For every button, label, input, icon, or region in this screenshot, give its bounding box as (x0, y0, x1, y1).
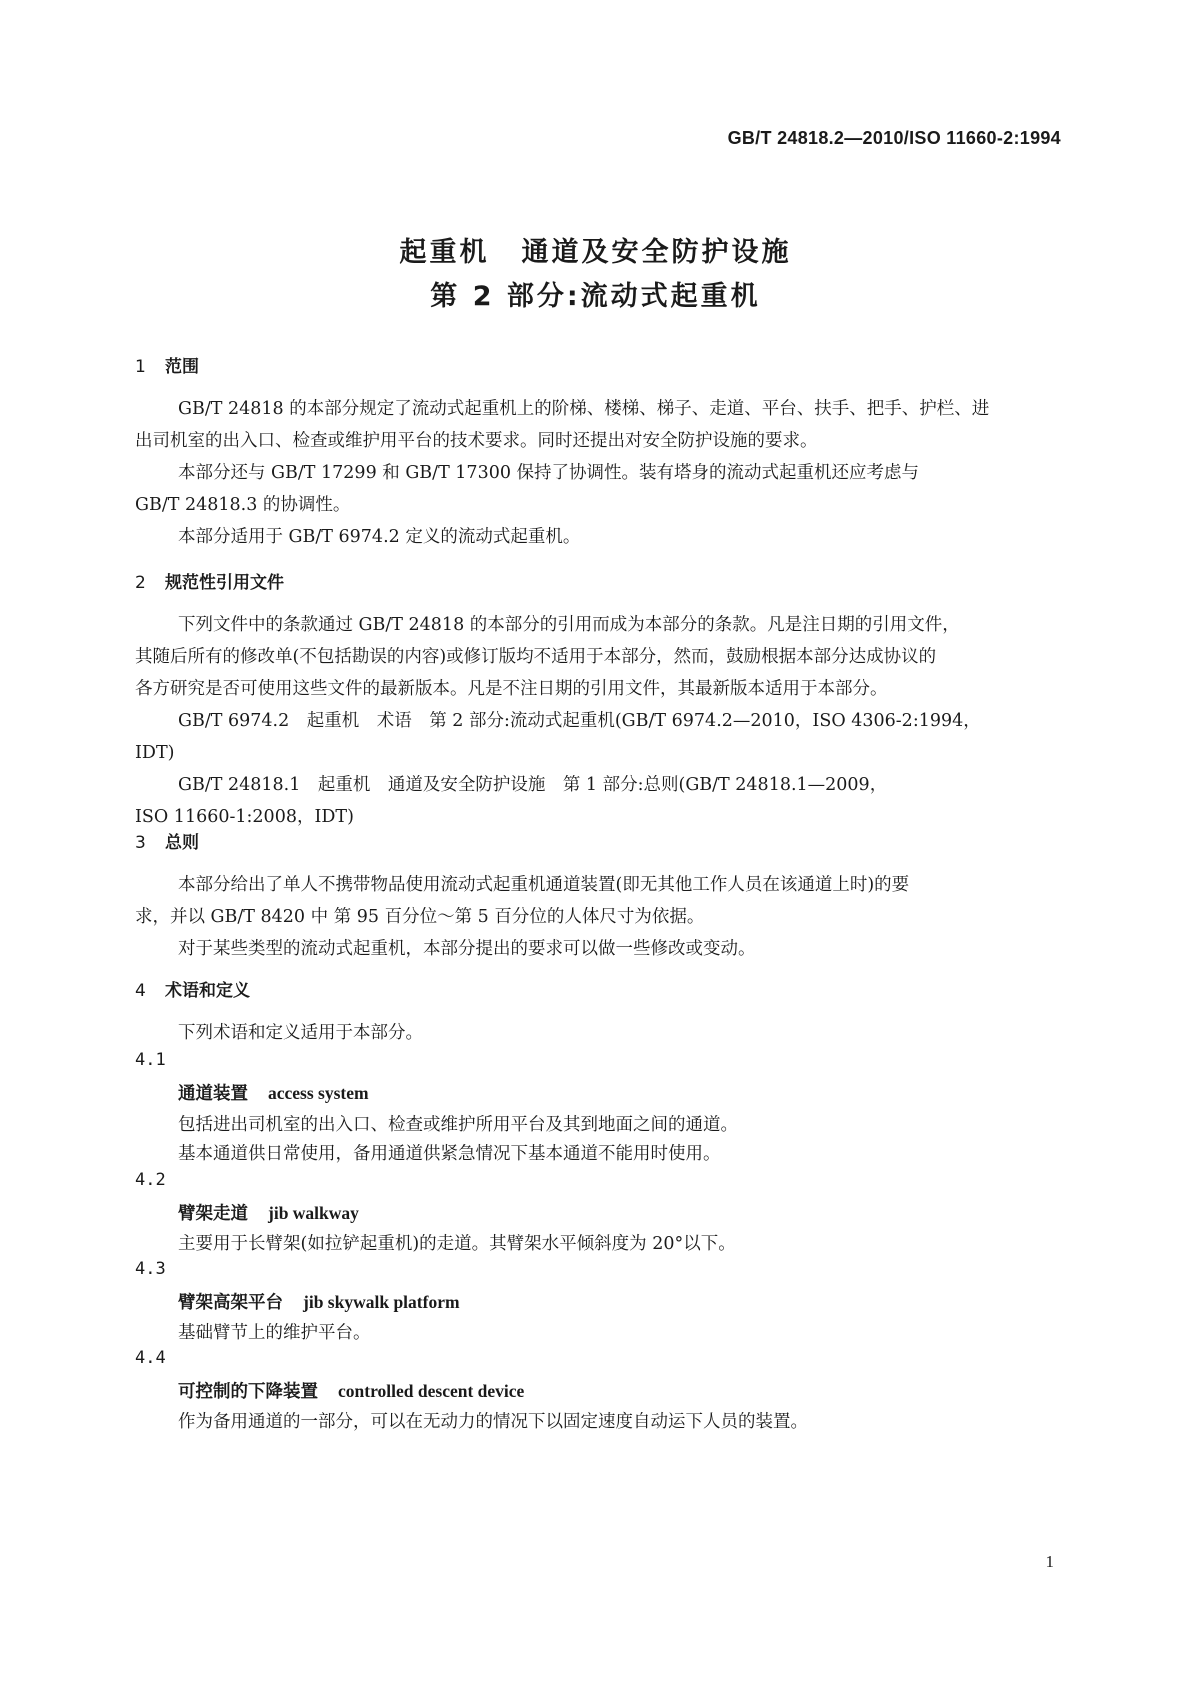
term-definition: 基本通道供日常使用，备用通道供紧急情况下基本通道不能用时使用。 (178, 1144, 721, 1164)
section-title: 规范性引用文件 (165, 573, 284, 593)
section-heading-terms (135, 976, 250, 1001)
term-definition: 主要用于长臂架(如拉铲起重机)的走道。其臂架水平倾斜度为 20°以下。 (178, 1234, 736, 1254)
term-definition: 基础臂节上的维护平台。 (178, 1323, 371, 1343)
clause-number: 4.1 (135, 1050, 166, 1070)
term-definition: 作为备用通道的一部分，可以在无动力的情况下以固定速度自动运下人员的装置。 (178, 1412, 808, 1432)
paragraph-line: IDT) (135, 743, 175, 763)
section-number: 1 (135, 357, 146, 377)
section-title: 范围 (165, 357, 199, 377)
paragraph-line: 本部分还与 GB/T 17299 和 GB/T 17300 保持了协调性。装有塔身的流动式起重机还应考虑与 (178, 463, 920, 483)
page-subtitle: 第 2 部分:流动式起重机 (430, 281, 761, 312)
scope-paragraph-1 (135, 393, 1059, 457)
title-part-1: 起重机 (399, 237, 490, 268)
section-heading-normative-references (135, 568, 284, 593)
paragraph-line: 下列文件中的条款通过 GB/T 24818 的本部分的引用而成为本部分的条款。凡是注日期的引用文件， (178, 615, 960, 635)
paragraph-line: 各方研究是否可使用这些文件的最新版本。凡是不注日期的引用文件，其最新版本适用于本部分。 (135, 679, 888, 699)
paragraph-line: GB/T 6974.2 起重机 术语 第 2 部分:流动式起重机(GB/T 6974.2—2010，ISO 4306-2:1994， (178, 711, 981, 731)
section-number: 3 (135, 833, 146, 853)
section-title: 总则 (165, 833, 199, 853)
clause-number: 4.3 (135, 1259, 166, 1279)
paragraph-line: GB/T 24818.3 的协调性。 (135, 495, 351, 515)
general-paragraph-1 (135, 869, 1059, 933)
reference-item-1 (135, 705, 1059, 769)
term-zh: 通道装置 (178, 1084, 248, 1104)
term-en: jib walkway (268, 1203, 359, 1223)
page-title (0, 230, 1191, 269)
scope-paragraph-3: 本部分适用于 GB/T 6974.2 定义的流动式起重机。 (178, 527, 581, 547)
section-number: 4 (135, 981, 146, 1001)
section-heading-scope (135, 352, 199, 377)
term-definition: 包括进出司机室的出入口、检查或维护所用平台及其到地面之间的通道。 (178, 1115, 738, 1135)
term-heading (178, 1289, 460, 1314)
term-en: controlled descent device (338, 1381, 525, 1401)
term-heading (178, 1200, 359, 1225)
term-en: access system (268, 1083, 369, 1103)
paragraph-line: 出司机室的出入口、检查或维护用平台的技术要求。同时还提出对安全防护设施的要求。 (135, 431, 818, 451)
section-title: 术语和定义 (165, 981, 250, 1001)
page-number: 1 (1045, 1552, 1054, 1571)
clause-number: 4.4 (135, 1348, 166, 1368)
references-paragraph (135, 609, 1059, 705)
paragraph-line: 其随后所有的修改单(不包括勘误的内容)或修订版均不适用于本部分，然而，鼓励根据本部分达成协议的 (135, 647, 937, 667)
term-heading (178, 1378, 524, 1403)
standard-code: GB/T 24818.2—2010/ISO 11660-2:1994 (727, 128, 1061, 148)
term-zh: 臂架走道 (178, 1204, 248, 1224)
paragraph-line: ISO 11660-1:2008，IDT) (135, 807, 354, 827)
scope-paragraph-2 (135, 457, 1059, 521)
section-heading-general (135, 828, 199, 853)
terms-intro: 下列术语和定义适用于本部分。 (178, 1023, 423, 1043)
paragraph-line: 求，并以 GB/T 8420 中 第 95 百分位～第 5 百分位的人体尺寸为依据。 (135, 907, 705, 927)
general-paragraph-2: 对于某些类型的流动式起重机，本部分提出的要求可以做一些修改或变动。 (178, 939, 756, 959)
title-part-2: 通道及安全防护设施 (521, 237, 792, 268)
section-number: 2 (135, 573, 146, 593)
term-zh: 臂架高架平台 (178, 1293, 283, 1313)
term-zh: 可控制的下降装置 (178, 1382, 318, 1402)
term-heading (178, 1080, 369, 1105)
paragraph-line: GB/T 24818 的本部分规定了流动式起重机上的阶梯、楼梯、梯子、走道、平台、扶手、把手、护栏、进 (178, 399, 990, 419)
reference-item-2 (135, 769, 1059, 833)
clause-number: 4.2 (135, 1170, 166, 1190)
term-en: jib skywalk platform (303, 1292, 460, 1312)
paragraph-line: 本部分给出了单人不携带物品使用流动式起重机通道装置(即无其他工作人员在该通道上时)的要 (178, 875, 910, 895)
paragraph-line: GB/T 24818.1 起重机 通道及安全防护设施 第 1 部分:总则(GB/T 24818.1—2009， (178, 775, 888, 795)
